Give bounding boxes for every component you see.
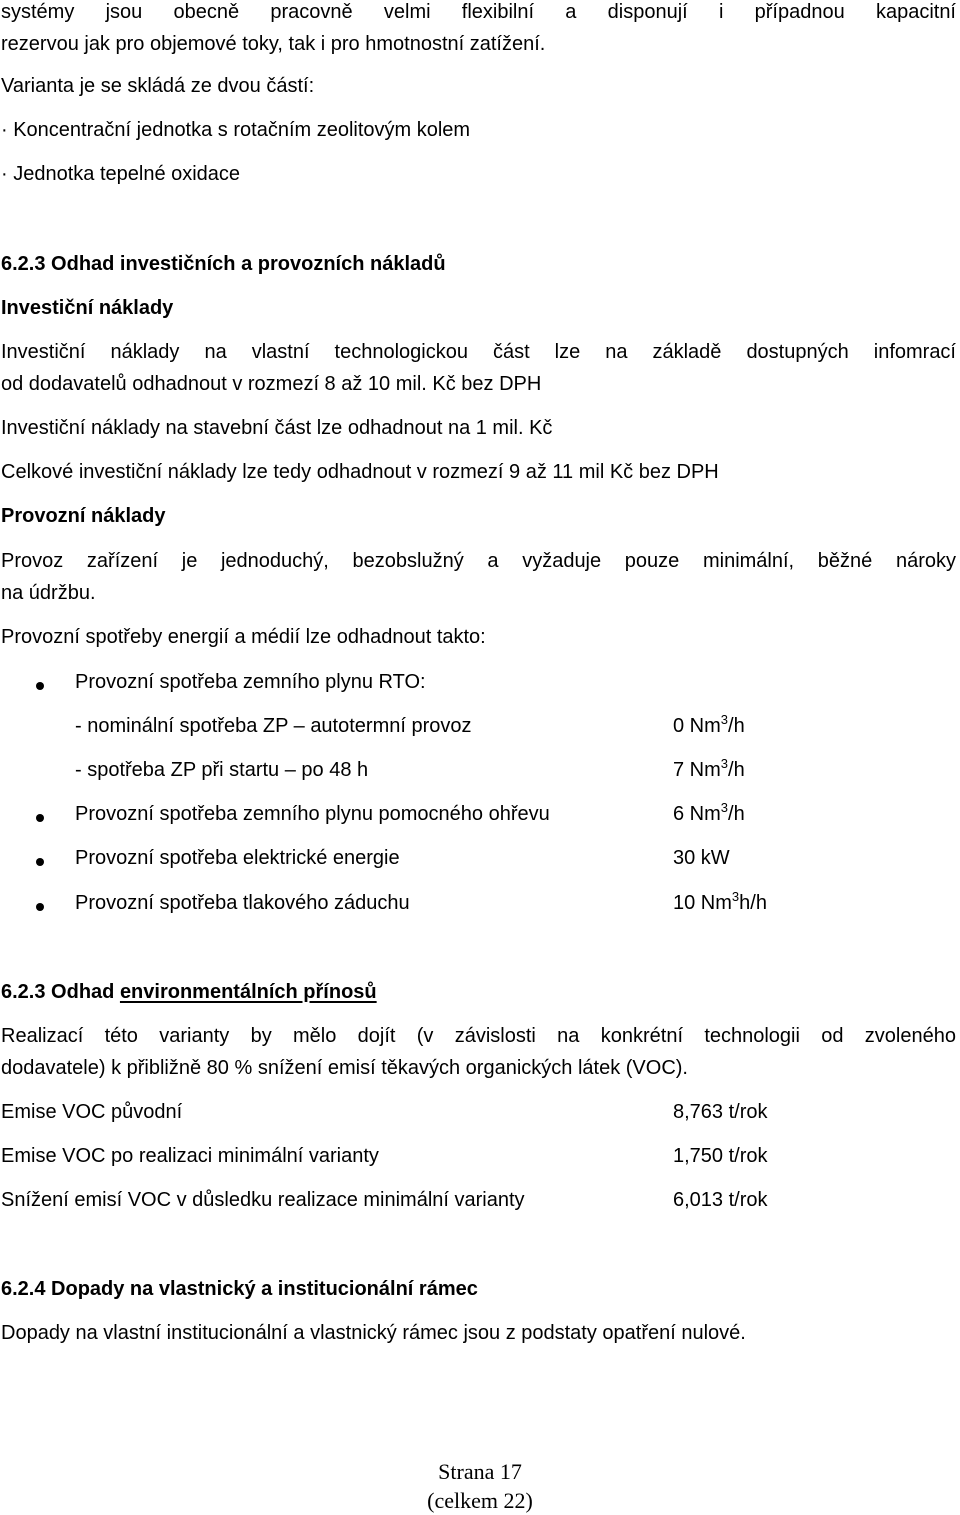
- variant-part-1: · Koncentrační jednotka s rotačním zeolitovým kolem: [1, 119, 471, 141]
- voc-reduction-label: Snížení emisí VOC v důsledku realizace minimální varianty: [1, 1189, 525, 1211]
- operation-paragraph-line-2: na údržbu.: [1, 582, 96, 604]
- bullet-icon: [36, 682, 44, 690]
- section-heading-impacts: 6.2.4 Dopady na vlastnický a institucionální rámec: [1, 1278, 478, 1300]
- nominal-consumption-value: 0 Nm$^3$/h: [673, 712, 745, 737]
- variant-part-2: · Jednotka tepelné oxidace: [1, 163, 241, 185]
- construction-costs-text: Investiční náklady na stavební část lze odhadnout na 1 mil. Kč: [1, 417, 553, 439]
- intro-line-2: rezervou jak pro objemové toky, tak i pro hmotnostní zatížení.: [1, 33, 546, 55]
- voc-after-value: 1,750 t/rok: [673, 1145, 768, 1167]
- invest-paragraph-line-1: Investiční náklady na vlastní technologickou část lze na základě dostupných infomrací: [1, 341, 956, 363]
- startup-consumption-label: - spotřeba ZP při startu – po 48 h: [75, 759, 369, 781]
- electricity-label: Provozní spotřeba elektrické energie: [75, 847, 400, 869]
- variant-text: Varianta je se skládá ze dvou částí:: [1, 75, 315, 97]
- page-number: Strana 17: [438, 1459, 522, 1484]
- environmental-paragraph-line-1: Realizací této varianty by mělo dojít (v závislosti na konkrétní technologii od zvoleného: [1, 1025, 956, 1047]
- startup-consumption-value: 7 Nm$^3$/h: [673, 756, 745, 781]
- bullet-icon: [36, 858, 44, 866]
- voc-reduction-value: 6,013 t/rok: [673, 1189, 768, 1211]
- section-heading-costs: 6.2.3 Odhad investičních a provozních nákladů: [1, 253, 446, 275]
- gas-rto-label: Provozní spotřeba zemního plynu RTO:: [75, 671, 426, 693]
- impacts-paragraph: Dopady na vlastní institucionální a vlastnický rámec jsou z podstaty opatření nulové.: [1, 1322, 746, 1344]
- compressed-air-value: 10 Nm$^3$h/h: [673, 889, 767, 914]
- environmental-paragraph-line-2: dodavatele) k přibližně 80 % snížení emisí těkavých organických látek (VOC).: [1, 1057, 688, 1079]
- invest-paragraph-line-2: od dodavatelů odhadnout v rozmezí 8 až 10 mil. Kč bez DPH: [1, 373, 542, 395]
- invest-costs-heading: Investiční náklady: [1, 297, 174, 319]
- voc-original-value: 8,763 t/rok: [673, 1101, 768, 1123]
- nominal-consumption-label: - nominální spotřeba ZP – autotermní provoz: [75, 715, 472, 737]
- bullet-icon: [36, 903, 44, 911]
- energy-consumption-intro: Provozní spotřeby energií a médií lze odhadnout takto:: [1, 626, 486, 648]
- compressed-air-label: Provozní spotřeba tlakového záduchu: [75, 892, 410, 914]
- section-heading-environmental: 6.2.3 Odhad environmentálních přínosů: [1, 981, 377, 1003]
- total-invest-text: Celkové investiční náklady lze tedy odhadnout v rozmezí 9 až 11 mil Kč bez DPH: [1, 461, 719, 483]
- operation-paragraph-line-1: Provoz zařízení je jednoduchý, bezobslužný a vyžaduje pouze minimální, běžné nároky: [1, 550, 956, 572]
- aux-heating-gas-label: Provozní spotřeba zemního plynu pomocného ohřevu: [75, 803, 550, 825]
- intro-line-1: systémy jsou obecně pracovně velmi flexibilní a disponují i případnou kapacitní: [1, 1, 956, 23]
- page-total: (celkem 22): [427, 1488, 533, 1513]
- bullet-icon: [36, 814, 44, 822]
- aux-heating-gas-value: 6 Nm$^3$/h: [673, 800, 745, 825]
- operating-costs-heading: Provozní náklady: [1, 505, 166, 527]
- electricity-value: 30 kW: [673, 847, 730, 869]
- voc-original-label: Emise VOC původní: [1, 1101, 183, 1123]
- voc-after-label: Emise VOC po realizaci minimální varianty: [1, 1145, 379, 1167]
